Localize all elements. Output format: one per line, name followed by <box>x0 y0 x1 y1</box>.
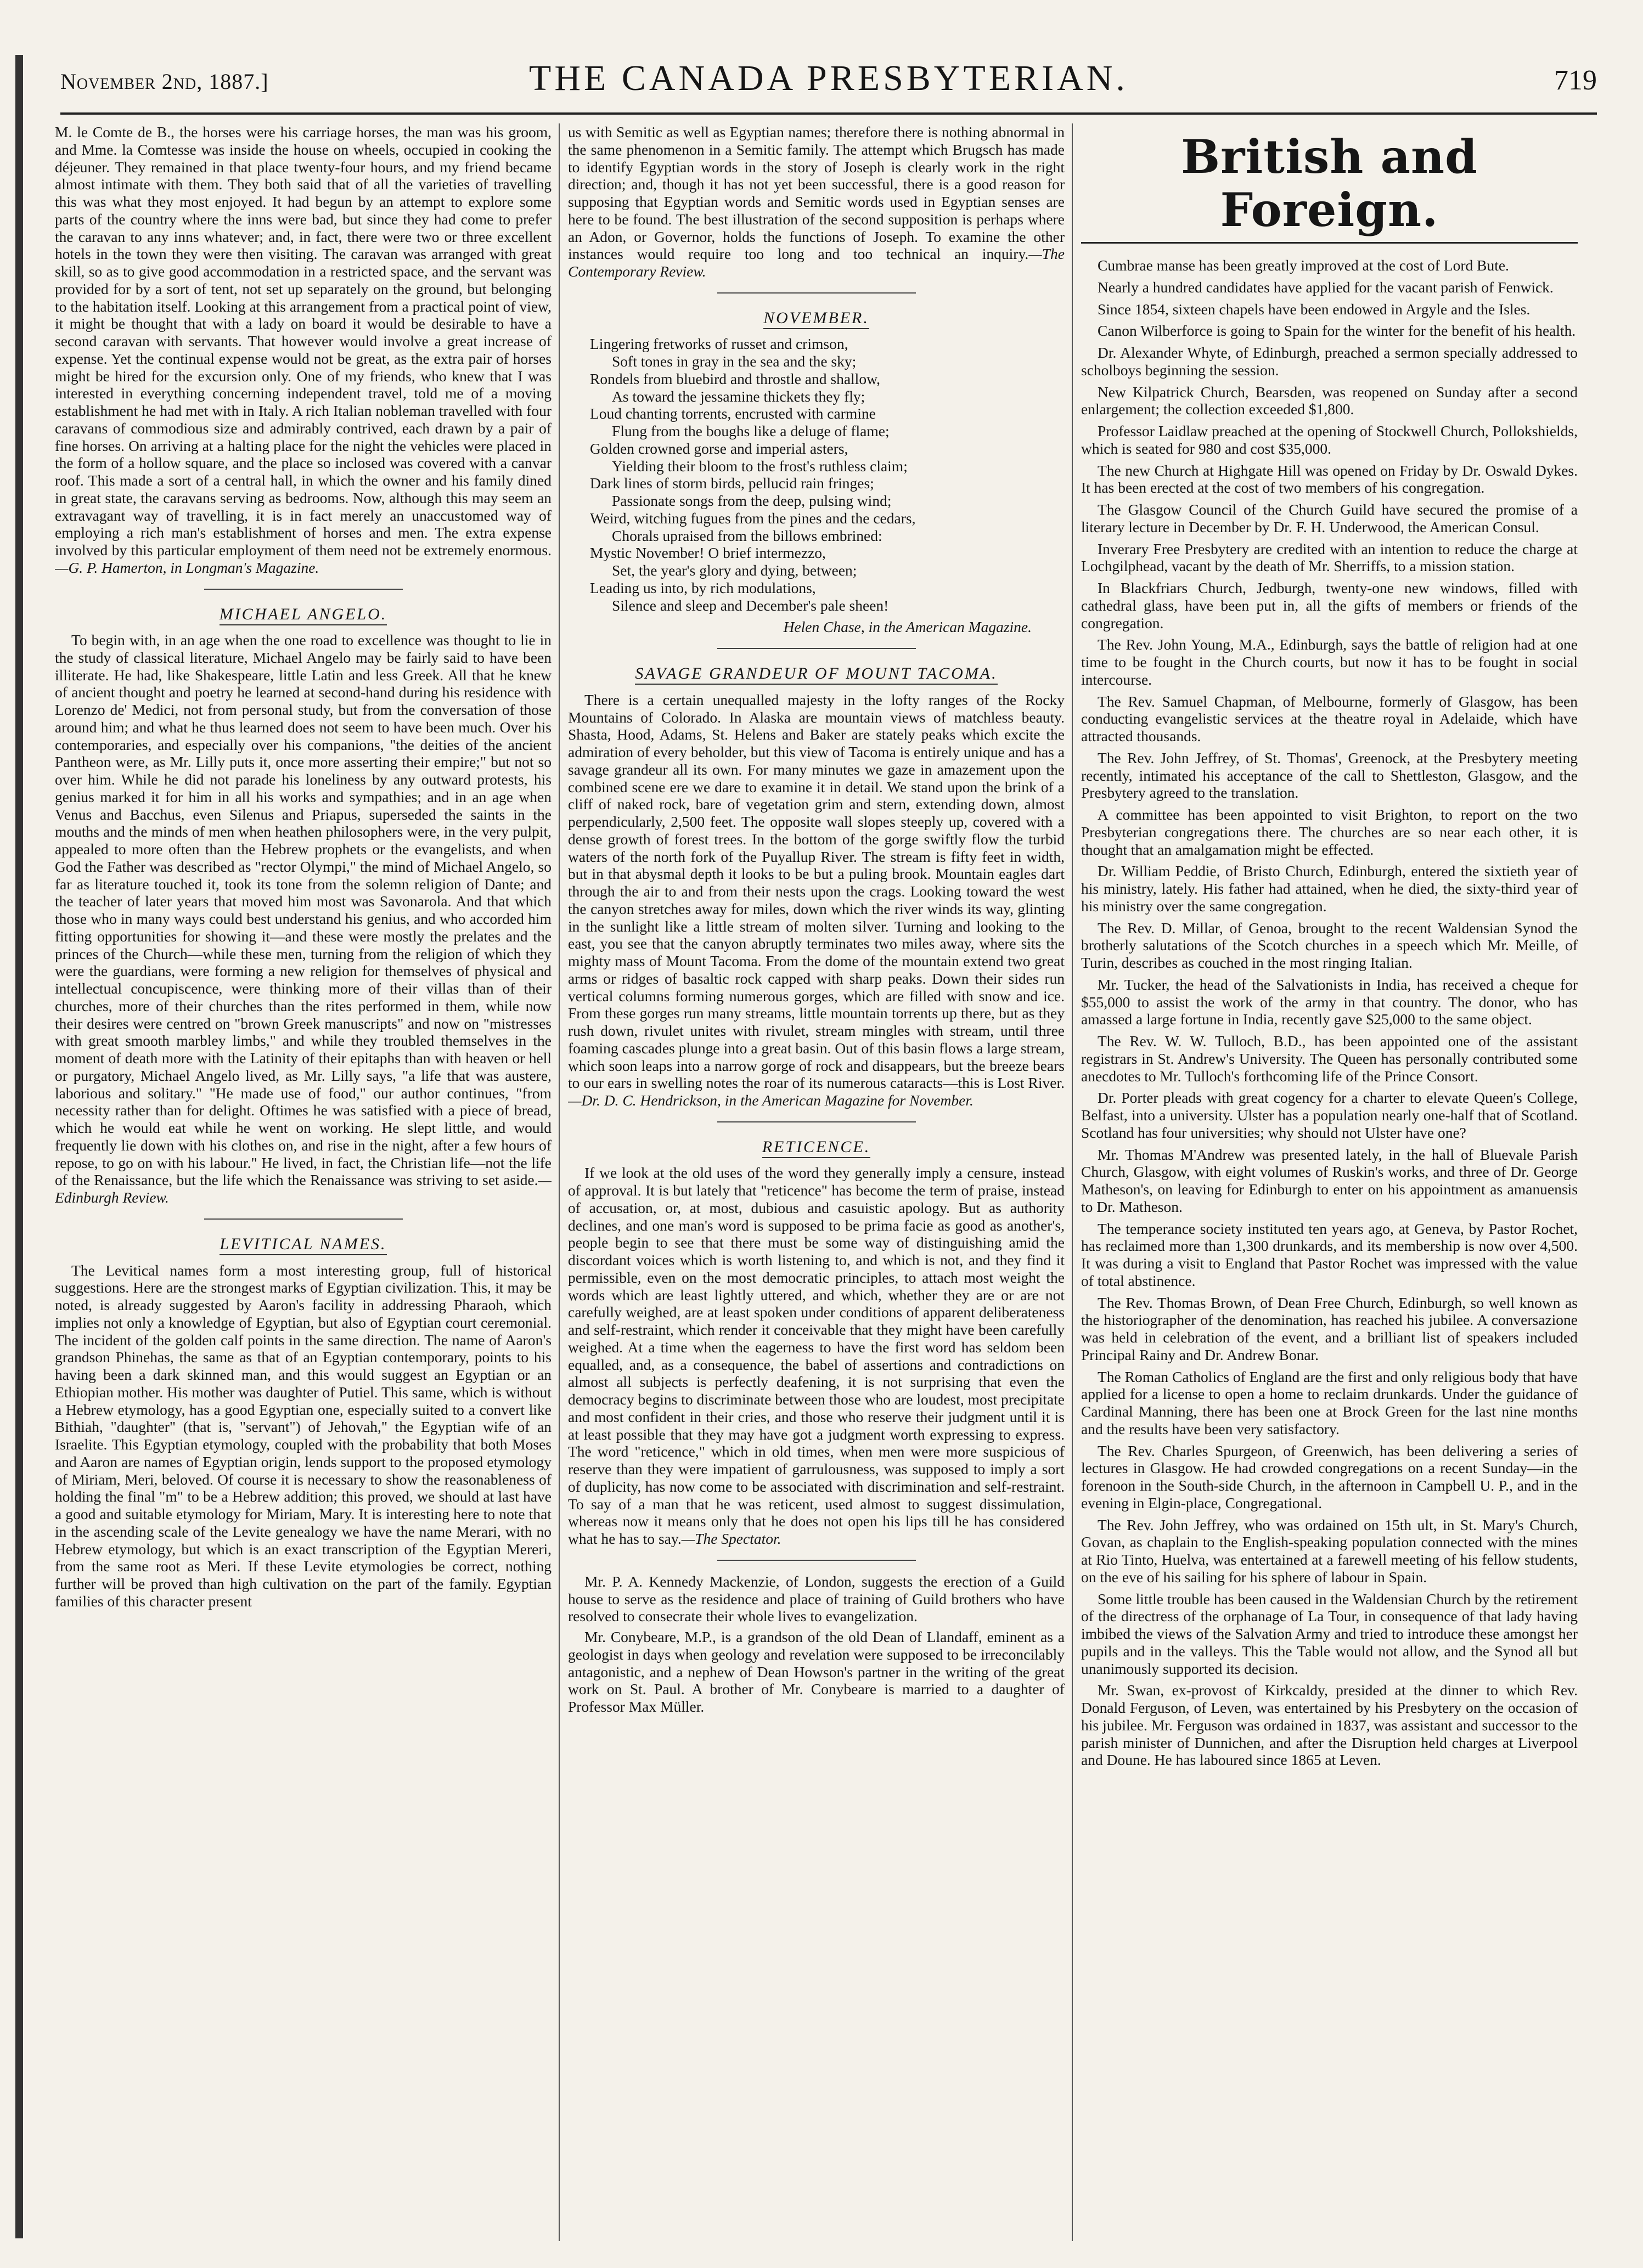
poem-line: Dark lines of storm birds, pellucid rain fringes; <box>590 475 874 492</box>
news-item: Mr. P. A. Kennedy Mackenzie, of London, suggests the erection of a Guild house to serve as the residence and place of training of Guild brothers who have resolved to consecrate their whole lives to evangelization. <box>568 1572 1065 1625</box>
news-item: New Kilpatrick Church, Bearsden, was reopened on Sunday after a second enlargement; the collection exceeded $1,800. <box>1081 383 1578 418</box>
page-header <box>60 52 1597 112</box>
article-divider <box>717 648 916 649</box>
news-item: The Rev. John Young, M.A., Edinburgh, says the battle of religion had at one time to be fought in the Church courts, but now it has to be fought in social intercourse. <box>1081 636 1578 688</box>
page-number: 719 <box>1554 65 1597 96</box>
article-text: us with Semitic as well as Egyptian names; therefore there is nothing abnormal in the same phenomenon in a Semitic family. The attempt which Brugsch has made to identify Egyptian words in the story of Joseph is clearly work in the right direction; and, though it has not yet been successful, there is a good reason for supposing that Egyptian words and Semitic words used in Egyptian senses are here to be found. The best illustration of the second supposition is perhaps where an Adon, or Governor, holds the functions of Joseph. To examine the other instances would require too long and too technical an inquiry. <box>568 123 1065 263</box>
article-text: There is a certain unequalled majesty in the lofty ranges of the Rocky Mountains of Colorado. In Alaska are mountain views of matchless beauty. Shasta, Hood, Adams, St. Helens and Baker are stately peaks which excite the admiration of every beholder, but this view of Tacoma is entirely unique and has a savage grandeur all its own. For many minutes we gaze in amazement upon the combined scene ere we dare to examine it in detail. We stand upon the brink of a cliff of naked rock, bare of vegetation grim and stern, extending down, almost perpendicularly, 2,500 feet. The opposite wall slopes steeply up, covered with a dense growth of forest trees. In the bottom of the gorge swiftly flow the turbid waters of the north fork of the Puyallup River. The stream is fifty feet in width, but in that abysmal depth it looks to be but a puling brook. Mountain eagles dart through the air to and from their nests upon the crags. Looking toward the west the canyon stretches away for miles, down which the river winds its way, glinting in the sunlight like a little stream of molten silver. Turning and looking to the east, you see that the canyon abruptly terminates two miles away, where sits the mighty mass of Mount Tacoma. From the dome of the mountain extend two great arms or ridges of basaltic rock capped with sharp peaks. Down their sides run vertical columns forming numerous gorges, which are filled with snow and ice. From these gorges run many streams, little mountain torrents up there, but as they rush down, rivulet unites with rivulet, stream mingles with stream, until three foaming cascades plunge into a great basin. Out of this basin flows a large stream, which soon leaps into a narrow gorge of rock and disappears, but the breeze bears to our ears in swelling notes the roar of its numerous cataracts—this is Lost River. <box>568 691 1065 1092</box>
article-byline: —The Spectator. <box>681 1530 781 1548</box>
article-title-text: SAVAGE GRANDEUR OF MOUNT TACOMA. <box>635 664 997 685</box>
article-paragraph <box>568 1164 1065 1548</box>
poem-line: Leading us into, by rich modulations, <box>590 579 816 596</box>
news-item: Dr. Alexander Whyte, of Edinburgh, preached a sermon specially addressed to scholboys beginning the session. <box>1081 344 1578 379</box>
masthead: THE CANADA PRESBYTERIAN. <box>529 58 1128 98</box>
article-text: To begin with, in an age when the one road to excellence was thought to lie in the study of classical literature, Michael Angelo may be fairly said to have been illiterate. He had, like Shakespeare, little Latin and less Greek. All that he knew of ancient thought and poetry he learned at second-hand during his residence with Lorenzo de' Medici, not from personal study, but from the conversation of those around him; and what he thus learned does not seem to have been much. Over his contemporaries, and especially over his companions, "the deities of the ancient Pantheon were, as Mr. Lilly puts it, once more asserting their empire;" but not so over him. While he did not parade his loneliness by any outward protests, his genius marked it for him in all his works and sympathies; and in an age when Venus and Bacchus, even Silenus and Priapus, superseded the saints in the mouths and the minds of men when heathen philosophers were, in the very pulpit, appealed to more often than the Hebrew prophets or the evangelists, and when God the Father was described as "rector Olympi," the mind of Michael Angelo, so far as literature touched it, took its tone from the solemn religion of Dante; and the teacher of later years that moved him most was Savonarola. And that which those who in many ways could best understand his genius, and who accorded him fitting opportunities for showing it—and these were mostly the prelates and the princes of the Church—while these men, turning from the religion of which they were the guardians, were forming a new religion for themselves of physical and intellectual concupiscence, were thinking more of their villas than of their churches, more of their churches than the rites performed in them, while now their desires were centred on "brown Greek manuscripts" and now on "mistresses with great smooth marbley limbs," and while they troubled themselves in the moment of death more with the Latinity of their epitaphs than with heaven or hell or purgatory, Michael Angelo lived, as Mr. Lilly says, "a life that was austere, laborious and solitary." "He made use of food," our author continues, "from necessity rather than for delight. Oftimes he was satisfied with a piece of bread, which he would eat while he went on working. He slept little, and would frequently lie down with his clothes on, and rise in the night, after a few hours of repose, to go on with his labour." He lived, in fact, the Christian life—not the life of the Renaissance, but the life which the Renaissance was striving to set aside. <box>55 631 552 1189</box>
news-item: Mr. Swan, ex-provost of Kirkcaldy, presided at the dinner to which Rev. Donald Ferguson, of Leven, was entertained by his Presbytery on the occasion of his jubilee. Mr. Ferguson was ordained in 1837, was assistant and successor to the parish minister of Dunnichen, and after the Disruption held charges at Liverpool and Doune. He has laboured since 1865 at Leven. <box>1081 1682 1578 1769</box>
header-rule <box>60 112 1597 115</box>
news-item: The Rev. W. W. Tulloch, B.D., has been appointed one of the assistant registrars in St. Andrew's University. The Queen has personally contributed some anecdotes to Mr. Tulloch's forthcoming life of the Prince Consort. <box>1081 1033 1578 1085</box>
article-paragraph <box>568 691 1065 1109</box>
poem-line: As toward the jessamine thickets they fly; <box>612 387 865 405</box>
article-text: If we look at the old uses of the word they generally imply a censure, instead of approval. It is but lately that "reticence" has become the term of praise, instead of accusation, or, at most, dubious and casuistic apology. But as authority declines, and one man's word is supposed to be prima facie as good as another's, people begin to see that there must be some way of distinguishing amid the discordant voices which is worth listening to, and which is not, and they find it permissible, even on the most democratic principles, to attach most weight the words which are least lightly uttered, and which, whether they are or are not carefully weighed, are at least spoken under conditions of apparent deliberateness and self-restraint, which render it conceivable that they might have been carefully weighed. At a time when the eagerness to have the first word has seldom been equalled, and, as a consequence, the babel of assertions and contradictions on almost all subjects is perfectly deafening, it is not surprising that even the democracy begins to discriminate between those who are loudest, most precipitate and most confident in their cries, and those who reserve their judgment until it is at least possible that they may have got a judgment worth expressing to express. The word "reticence," which in old times, when men were more suspicious of reserve than they were impatient of garrulousness, was supposed to imply a sort of duplicity, has now come to be associated with discrimination and self-restraint. To say of a man that he was reticent, used almost to suggest dissimulation, whereas now it means only that he does not open his lips till he has considered what he has to say. <box>568 1164 1065 1548</box>
article-title-text: RETICENCE. <box>762 1138 871 1158</box>
article-divider <box>204 1218 403 1220</box>
news-item: Mr. Thomas M'Andrew was presented lately, in the hall of Bluevale Parish Church, Glasgow, with eight volumes of Ruskin's works, and three of Dr. George Matheson's, on leaving for Edinburgh to enter on his appointment as amanuensis to Dr. Matheson. <box>1081 1146 1578 1215</box>
poem-line: Mystic November! O brief intermezzo, <box>590 544 826 562</box>
news-item: The Rev. John Jeffrey, of St. Thomas', Greenock, at the Presbytery meeting recently, intimated his acceptance of the call to Shettleston, Glasgow, and the Presbytery agreed to the translation. <box>1081 749 1578 802</box>
poem-line: Weird, witching fugues from the pines and the cedars, <box>590 509 916 527</box>
poem-line: Golden crowned gorse and imperial asters, <box>590 439 848 457</box>
poem-line: Chorals upraised from the billows embrined: <box>612 527 882 544</box>
news-item: The new Church at Highgate Hill was opened on Friday by Dr. Oswald Dykes. It has been erected at the cost of two members of his congregation. <box>1081 461 1578 497</box>
news-item: Dr. Porter pleads with great cogency for a charter to elevate Queen's College, Belfast, into a university. Ulster has a population nearly one-half that of Scotland. Scotland has four universities; why should not Ulster have one? <box>1081 1089 1578 1141</box>
column-rule <box>559 123 560 2241</box>
news-item: Mr. Conybeare, M.P., is a grandson of the old Dean of Llandaff, eminent as a geologist in days when geology and revelation were supposed to be irreconcilably antagonistic, and a nephew of Dean Howson's partner in the writing of the great work on St. Paul. A brother of Mr. Conybeare is married to a daughter of Professor Max Müller. <box>568 1628 1065 1716</box>
article-divider <box>717 1121 916 1122</box>
news-item: In Blackfriars Church, Jedburgh, twenty-one new windows, filled with cathedral glass, have been put in, all the gifts of members or friends of the congregation. <box>1081 579 1578 631</box>
news-item: The Rev. John Jeffrey, who was ordained on 15th ult, in St. Mary's Church, Govan, as chaplain to the English-speaking population connected with the mines at Rio Tinto, Huelva, was entertained at a farewell meeting of his fellow students, on the eve of his sailing for his sphere of labour in Spain. <box>1081 1516 1578 1586</box>
article-paragraph <box>568 123 1065 280</box>
article-paragraph <box>55 1262 552 1610</box>
article-divider <box>204 589 403 590</box>
poem-line: Loud chanting torrents, encrusted with carmine <box>590 405 876 422</box>
column-2 <box>568 123 1065 2241</box>
article-title <box>568 664 1065 684</box>
poem-author: Helen Chase, in the American Magazine. <box>783 618 1032 636</box>
article-byline: —Dr. D. C. Hendrickson, in the American Magazine for November. <box>568 1092 974 1109</box>
news-item: The Rev. Thomas Brown, of Dean Free Church, Edinburgh, so well known as the historiographer of the denomination, has reached his jubilee. A conversazione was held in celebration of the event, and a brilliant list of speakers included Principal Rainy and Dr. Andrew Bonar. <box>1081 1294 1578 1363</box>
article-byline: —The Contemporary Review. <box>568 245 1065 280</box>
news-item: Canon Wilberforce is going to Spain for the winter for the benefit of his health. <box>1098 322 1576 340</box>
column-3 <box>1081 123 1578 2241</box>
poem-line: Set, the year's glory and dying, between; <box>612 562 857 579</box>
column-rule <box>1072 123 1073 2241</box>
news-item: Some little trouble has been caused in the Waldensian Church by the retirement of the directress of the orphanage of La Tour, in consequence of that lady having imbibed the views of the Salvation Army and tried to introduce these amongst her pupils and in the valleys. This the Table would not allow, and the Synod all but unanimously supported its decision. <box>1081 1590 1578 1677</box>
poem-line: Yielding their bloom to the frost's ruthless claim; <box>612 457 908 475</box>
news-item: A committee has been appointed to visit Brighton, to report on the two Presbyterian congregations there. The churches are so near each other, it is thought that an amalgamation might be effected. <box>1081 806 1578 858</box>
article-title <box>568 1138 1065 1157</box>
article-byline: —G. P. Hamerton, in Longman's Magazine. <box>55 558 319 576</box>
poem-line: Silence and sleep and December's pale sheen! <box>612 596 889 614</box>
poem-title <box>568 309 1065 328</box>
article-title-text: MICHAEL ANGELO. <box>220 605 387 625</box>
poem <box>568 335 1065 614</box>
poem-line: Flung from the boughs like a deluge of flame; <box>612 422 890 440</box>
news-item: The temperance society instituted ten years ago, at Geneva, by Pastor Rochet, has reclaimed more than 1,300 drunkards, and its membership is now over 4,500. It was during a visit to England that Pastor Rochet was impressed with the value of total abstinence. <box>1081 1220 1578 1289</box>
article-text: M. le Comte de B., the horses were his carriage horses, the man was his groom, and Mme. la Comtesse was inside the house on wheels, occupied in cooking the déjeuner. They remained in that place twenty-four hours, and my friend became almost intimate with them. They both said that of all the varieties of travelling this was what they most enjoyed. It had begun by an attempt to explore some parts of the country where the inns were bad, but since they had come to prefer the caravan to any inns whatever; and, in fact, there were two or three excellent hotels in the town they were then visiting. The caravan was arranged with great skill, so as to give good accommodation in a restricted space, and the servant was provided for by a sort of tent, not set up separately on the ground, but belonging to the habitation itself. Looking at this arrangement from a practical point of view, it might be thought that with a lady on board it would be desirable to have a second caravan with servants. That however would involve a great increase of expense. Yet the continual expense would not be great, as the extra pair of horses might be hired for the excursion only. One of my friends, who knew that I was interested in everything concerning independent travel, told me of a moving establishment he had met with in Italy. A rich Italian nobleman travelled with four caravans of commodious size and admirably contrived, each drawn by a pair of fine horses. On arriving at a halting place for the night the vehicles were placed in the form of a hollow square, and the place so inclosed was covered with a canvar roof. This made a sort of a central hall, in which the owner and his family dined in great state, the caravans serving as bedrooms. Now, although this may seem an extravagant way of travelling, it is in fact merely an unaccustomed way of employing a rich man's establishment of horses and men. The extra expense involved by this particular employment of them need not be extremely enormous. <box>55 123 552 558</box>
binding-edge <box>15 55 23 2238</box>
article-byline: —Edinburgh Review. <box>55 1171 552 1206</box>
news-item: Professor Laidlaw preached at the opening of Stockwell Church, Pollokshields, which is seated for 980 and cost $35,000. <box>1081 422 1578 457</box>
column-1 <box>55 123 552 2241</box>
article-title <box>55 605 552 624</box>
news-item: Dr. William Peddie, of Bristo Church, Edinburgh, entered the sixtieth year of his ministry, lately. His father had attained, when he died, the sixty-third year of his ministry over the same congregation. <box>1081 862 1578 915</box>
news-item: Nearly a hundred candidates have applied for the vacant parish of Fenwick. <box>1098 278 1554 296</box>
news-item: The Rev. Samuel Chapman, of Melbourne, formerly of Glasgow, has been conducting evangelistic services at the theatre royal in Adelaide, which have attracted thousands. <box>1081 692 1578 745</box>
news-item: The Rev. D. Millar, of Genoa, brought to the recent Waldensian Synod the brotherly salutations of the Scotch churches in a speech which Mr. Meille, of Turin, describes as couched in the most ringing Italian. <box>1081 919 1578 972</box>
article-title-text: LEVITICAL NAMES. <box>220 1235 386 1255</box>
article-divider <box>717 292 916 294</box>
poem-title-text: NOVEMBER. <box>763 309 869 329</box>
news-item: Cumbrae manse has been greatly improved at the cost of Lord Bute. <box>1098 257 1509 274</box>
news-item: The Glasgow Council of the Church Guild have secured the promise of a literary lecture in December by Dr. F. H. Underwood, the American Consul. <box>1081 501 1578 535</box>
article-paragraph <box>55 631 552 1206</box>
poem-line: Soft tones in gray in the sea and the sky; <box>612 353 857 370</box>
poem-line: Lingering fretworks of russet and crimson, <box>590 335 848 353</box>
poem-line: Rondels from bluebird and throstle and shallow, <box>590 370 881 387</box>
news-item: The Roman Catholics of England are the first and only religious body that have applied for a license to open a home to reclaim drunkards. Under the guidance of Cardinal Manning, there has been one at Brock Green for the last nine months and the results have been very satisfactory. <box>1081 1368 1578 1437</box>
news-item: Mr. Tucker, the head of the Salvationists in India, has received a cheque for $55,000 to assist the work of the army in that country. The donor, who has amassed a large fortune in India, recently gave $25,000 to the same object. <box>1081 975 1578 1028</box>
poem-line: Passionate songs from the deep, pulsing wind; <box>612 492 892 510</box>
article-paragraph <box>55 123 552 577</box>
news-item: The Rev. Charles Spurgeon, of Greenwich, has been delivering a series of lectures in Glasgow. He had crowded congregations on a recent Sunday—in the forenoon in the South-side Church, in the afternoon in Campbell U. P., and in the evening in Elgin-place, Congregational. <box>1081 1442 1578 1511</box>
article-divider <box>717 1560 916 1561</box>
article-text: The Levitical names form a most interesting group, full of historical suggestions. Here are the strongest marks of Egyptian civilization. This, it may be noted, is already suggested by Aaron's facility in addressing Pharaoh, which implies not only a knowledge of Egyptian, but also of Egyptian court ceremonial. The incident of the golden calf points in the same direction. The name of Aaron's grandson Phinehas, the same as that of an Egyptian contemporary, points to his having been a dark skinned man, and this would suggest an Egyptian or an Ethiopian mother. His mother was daughter of Putiel. This same, which is without a Hebrew etymology, has a good Egyptian one, especially suited to a convert like Bithiah, "daughter" (that is, "servant") of Jehovah," the Egyptian wife of an Israelite. This Egyptian etymology, coupled with the probability that both Moses and Aaron are names of Egyptian origin, lends support to the proposed etymology of Miriam, Meri, beloved. Of course it is necessary to show the reasonableness of holding the final "m" to be a Hebrew addition; this proved, we should at last have a good and suitable etymology for Miriam, Mary. It is interesting here to note that in the ascending scale of the Levite genealogy we have the name Merari, with no Hebrew etymology, but which is an exact transcription of the Egyptian Mereri, from the same root as Meri. If these Levite etymologies be correct, nothing further will be proved than high cultivation on the part of the family. Egyptian families of this character present <box>55 1261 552 1610</box>
news-item: Since 1854, sixteen chapels have been endowed in Argyle and the Isles. <box>1098 300 1531 318</box>
section-title: British and Foreign. <box>1081 130 1578 244</box>
news-item: Inverary Free Presbytery are credited with an intention to reduce the charge at Lochgilphead, vacant by the death of Mr. Sherriffs, to a mission station. <box>1081 540 1578 575</box>
article-title <box>55 1235 552 1254</box>
issue-date: November 2nd, 1887.] <box>60 69 269 94</box>
